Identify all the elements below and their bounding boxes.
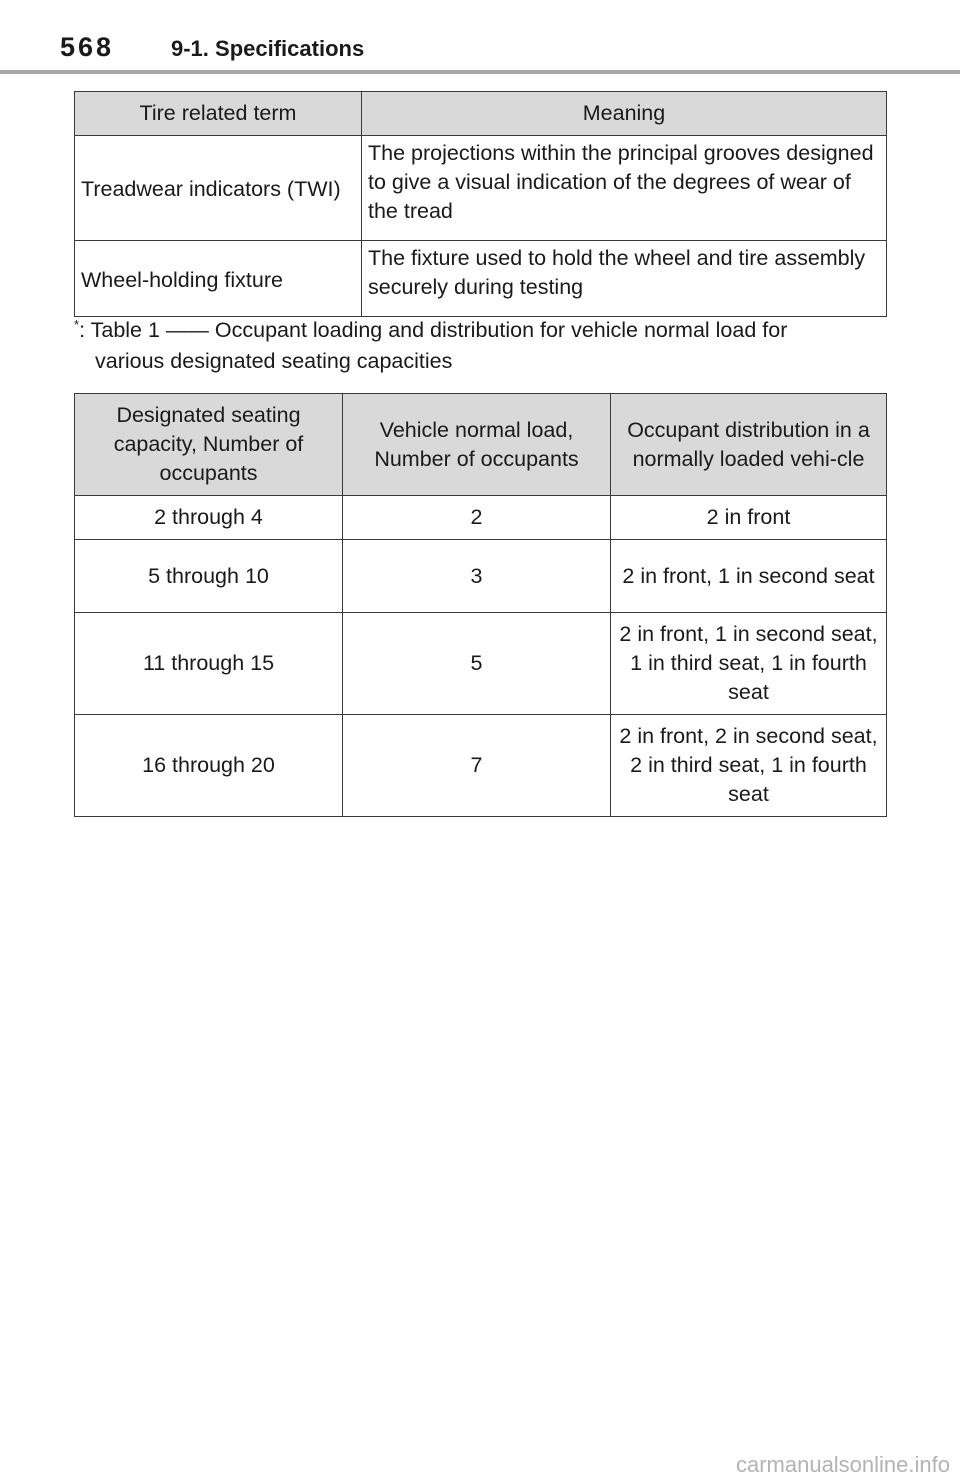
occupant-loading-table <box>74 393 887 817</box>
table-header-row <box>75 394 887 496</box>
column-header-capacity: Designated seating capacity, Number of occupants <box>75 394 343 496</box>
table-row <box>75 241 887 317</box>
table-row <box>75 540 887 613</box>
page-header <box>0 0 960 76</box>
distribution-cell: 2 in front <box>611 496 887 540</box>
capacity-cell: 5 through 10 <box>75 540 343 613</box>
watermark: carmanualsonline.info <box>735 1452 950 1477</box>
table-row <box>75 496 887 540</box>
distribution-cell: 2 in front, 1 in second seat, 1 in third seat, 1 in fourth seat <box>611 613 887 715</box>
table-row <box>75 613 887 715</box>
footnote-marker: * <box>74 317 80 332</box>
table-row <box>75 715 887 817</box>
meaning-cell: The fixture used to hold the wheel and tire assembly securely during testing <box>362 241 887 317</box>
distribution-cell: 2 in front, 2 in second seat, 2 in third seat, 1 in fourth seat <box>611 715 887 817</box>
column-header-distribution: Occupant distribution in a normally loaded vehi-cle <box>611 394 887 496</box>
capacity-cell: 16 through 20 <box>75 715 343 817</box>
footnote-line-1: : Table 1 —— Occupant loading and distribution for vehicle normal load for <box>79 318 788 342</box>
footnote-line-2: various designated seating capacities <box>95 349 453 373</box>
normal-load-cell: 7 <box>343 715 611 817</box>
tire-terms-table <box>74 91 887 317</box>
meaning-cell: The projections within the principal grooves designed to give a visual indication of the degrees of wear of the tread <box>362 136 887 241</box>
term-cell: Treadwear indicators (TWI) <box>75 136 362 241</box>
column-header-normal-load: Vehicle normal load, Number of occupants <box>343 394 611 496</box>
table-footnote <box>74 315 874 377</box>
normal-load-cell: 2 <box>343 496 611 540</box>
page-number: 568 <box>60 32 115 62</box>
term-cell: Wheel-holding fixture <box>75 241 362 317</box>
section-title: 9-1. Specifications <box>171 36 365 61</box>
column-header-term: Tire related term <box>75 92 362 136</box>
capacity-cell: 2 through 4 <box>75 496 343 540</box>
normal-load-cell: 5 <box>343 613 611 715</box>
capacity-cell: 11 through 15 <box>75 613 343 715</box>
distribution-cell: 2 in front, 1 in second seat <box>611 540 887 613</box>
column-header-meaning: Meaning <box>362 92 887 136</box>
normal-load-cell: 3 <box>343 540 611 613</box>
table-header-row <box>75 92 887 136</box>
header-divider <box>0 70 960 74</box>
table-row <box>75 136 887 241</box>
